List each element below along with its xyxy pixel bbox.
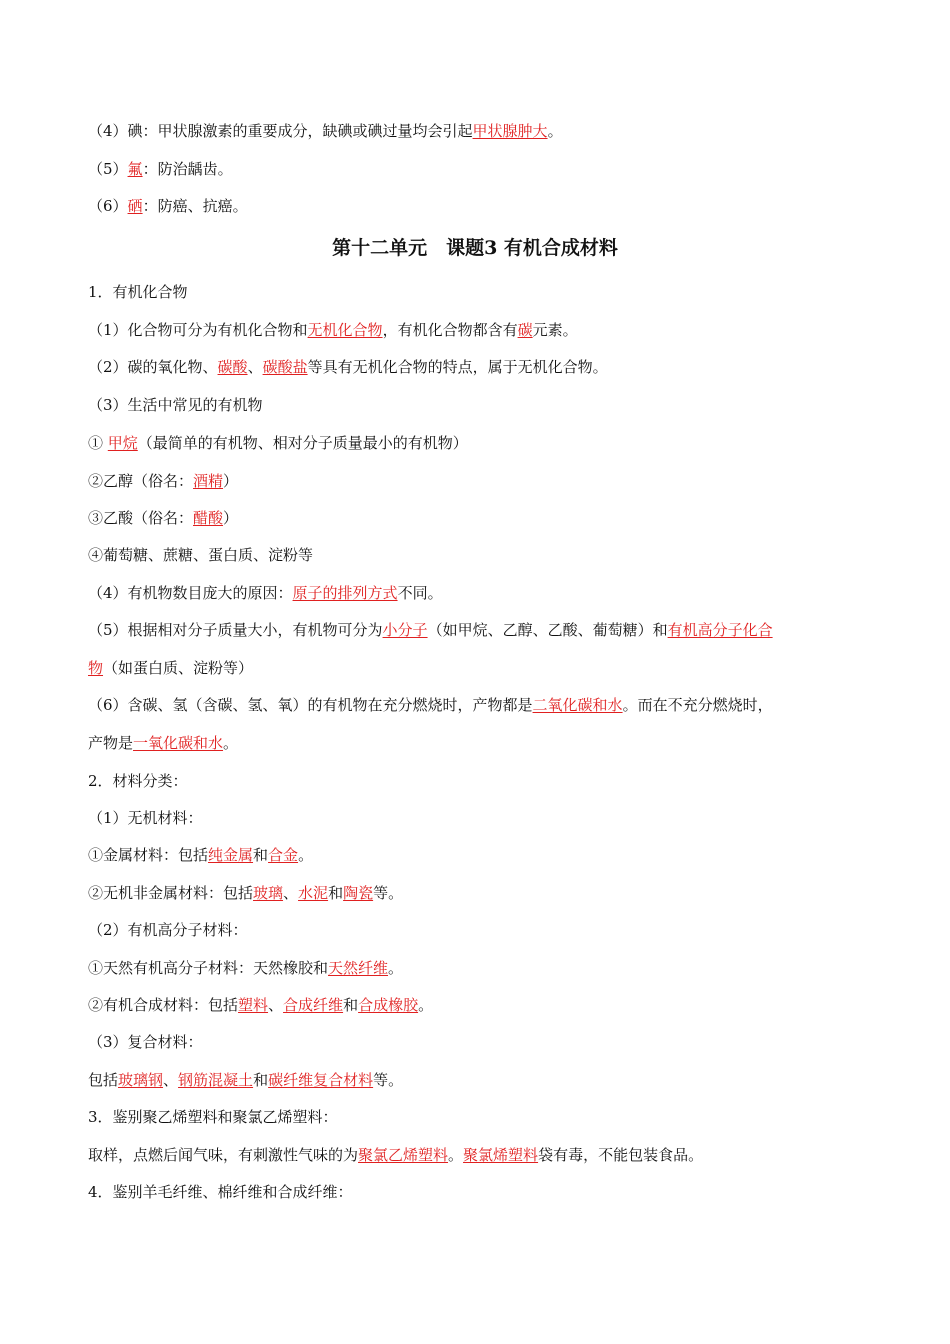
text-segment: 袋有毒，不能包装食品。	[538, 1146, 704, 1164]
answer-text: 聚氯烯塑料	[463, 1146, 539, 1164]
answer-text: 碳酸盐	[262, 358, 308, 376]
text-segment: 。	[418, 996, 434, 1014]
text-segment: 取样，点燃后闻气味，有刺激性气味的为	[88, 1146, 359, 1164]
answer-text: 一氧化碳和水	[133, 734, 224, 752]
text-line	[88, 659, 878, 677]
text-segment: （2）有机高分子材料：	[88, 921, 248, 939]
text-segment: 元素。	[532, 321, 578, 339]
text-segment: （4）有机物数目庞大的原因：	[88, 584, 293, 602]
text-segment: ）	[223, 472, 239, 490]
answer-text: 酒精	[193, 472, 224, 490]
text-line	[88, 921, 878, 939]
text-segment: （5）根据相对分子质量大小，有机物可分为	[88, 621, 383, 639]
answer-text: 碳酸	[217, 358, 248, 376]
answer-text: 玻璃钢	[118, 1071, 164, 1089]
answer-text: 原子的排列方式	[292, 584, 398, 602]
text-line	[88, 321, 878, 339]
section-heading: 第十二单元 课题3 有机合成材料	[332, 237, 618, 259]
answer-text: 纯金属	[208, 846, 254, 864]
text-line	[88, 396, 878, 414]
text-segment: 、	[283, 884, 299, 902]
text-line	[88, 283, 878, 301]
answer-text: 无机化合物	[307, 321, 383, 339]
text-segment: （最简单的有机物、相对分子质量最小的有机物）	[137, 434, 468, 452]
text-segment: ，有机化合物都含有	[382, 321, 518, 339]
answer-text: 合成纤维	[283, 996, 344, 1014]
text-segment: （5）	[88, 160, 128, 178]
text-line	[88, 696, 878, 714]
text-segment: ：防治龋齿。	[142, 160, 233, 178]
text-segment: 和	[343, 996, 359, 1014]
text-segment: 、	[163, 1071, 179, 1089]
answer-text: 天然纤维	[328, 959, 389, 977]
text-segment: ④葡萄糖、蔗糖、蛋白质、淀粉等	[88, 546, 314, 564]
text-segment: 等具有无机化合物的特点，属于无机化合物。	[307, 358, 608, 376]
text-line	[88, 996, 878, 1014]
text-segment: ）	[223, 509, 239, 527]
text-line	[88, 734, 878, 752]
answer-text: 水泥	[298, 884, 329, 902]
text-line	[88, 959, 878, 977]
text-segment: （1）无机材料：	[88, 809, 203, 827]
text-line	[88, 884, 878, 902]
text-line	[88, 434, 878, 452]
answer-text: 有机高分子化合	[667, 621, 773, 639]
text-segment: ①	[88, 434, 108, 452]
text-segment: ①天然有机高分子材料：天然橡胶和	[88, 959, 329, 977]
text-segment: 包括	[88, 1071, 119, 1089]
text-line	[88, 358, 878, 376]
text-segment: （1）化合物可分为有机化合物和	[88, 321, 308, 339]
text-line	[88, 846, 878, 864]
text-segment: 。	[223, 734, 239, 752]
answer-text: 甲烷	[107, 434, 138, 452]
text-segment: （如蛋白质、淀粉等）	[103, 659, 254, 677]
text-line	[88, 122, 878, 140]
text-segment: ：防癌、抗癌。	[142, 197, 248, 215]
text-segment: 4．鉴别羊毛纤维、棉纤维和合成纤维：	[88, 1183, 353, 1201]
text-line	[88, 472, 878, 490]
text-segment: 、	[247, 358, 263, 376]
text-line	[88, 1183, 878, 1201]
text-line	[88, 1071, 878, 1089]
answer-text: 玻璃	[253, 884, 284, 902]
text-segment: （6）	[88, 197, 128, 215]
text-segment: （如甲烷、乙醇、乙酸、葡萄糖）和	[427, 621, 668, 639]
text-segment: ②乙醇（俗名：	[88, 472, 194, 490]
text-line	[88, 1033, 878, 1051]
text-segment: 3．鉴别聚乙烯塑料和聚氯乙烯塑料：	[88, 1108, 338, 1126]
text-segment: （4）碘：甲状腺激素的重要成分，缺碘或碘过量均会引起	[88, 122, 473, 140]
answer-text: 聚氯乙烯塑料	[358, 1146, 449, 1164]
text-line	[88, 584, 878, 602]
text-segment: 2．材料分类：	[88, 772, 188, 790]
text-segment: 。	[388, 959, 404, 977]
text-segment: （3）生活中常见的有机物	[88, 396, 263, 414]
text-segment: ①金属材料：包括	[88, 846, 209, 864]
text-segment: （6）含碳、氢（含碳、氢、氧）的有机物在充分燃烧时，产物都是	[88, 696, 533, 714]
answer-text: 小分子	[382, 621, 428, 639]
text-segment: （3）复合材料：	[88, 1033, 203, 1051]
text-segment: 和	[253, 1071, 269, 1089]
text-segment: 。	[298, 846, 314, 864]
text-line	[88, 197, 878, 215]
text-segment: 产物是	[88, 734, 134, 752]
text-line	[88, 809, 878, 827]
text-line	[88, 509, 878, 527]
text-segment: 。	[547, 122, 563, 140]
answer-text: 合成橡胶	[358, 996, 419, 1014]
answer-text: 陶瓷	[343, 884, 374, 902]
text-segment: 和	[253, 846, 269, 864]
text-line	[88, 160, 878, 178]
text-line	[88, 546, 878, 564]
text-line	[88, 621, 878, 639]
text-segment: 。	[448, 1146, 464, 1164]
answer-text: 碳	[517, 321, 533, 339]
text-segment: ②有机合成材料：包括	[88, 996, 239, 1014]
text-segment: 等。	[373, 884, 404, 902]
text-line	[88, 772, 878, 790]
text-segment: 。而在不充分燃烧时，	[622, 696, 773, 714]
text-segment: 不同。	[397, 584, 443, 602]
answer-text: 物	[88, 659, 104, 677]
answer-text: 硒	[127, 197, 143, 215]
answer-text: 碳纤维复合材料	[268, 1071, 374, 1089]
answer-text: 塑料	[238, 996, 269, 1014]
answer-text: 二氧化碳和水	[532, 696, 623, 714]
answer-text: 钢筋混凝土	[178, 1071, 254, 1089]
text-segment: 等。	[373, 1071, 404, 1089]
text-segment: ③乙酸（俗名：	[88, 509, 194, 527]
answer-text: 合金	[268, 846, 299, 864]
text-line	[88, 1146, 878, 1164]
answer-text: 甲状腺肿大	[472, 122, 548, 140]
answer-text: 氟	[127, 160, 143, 178]
text-segment: 、	[268, 996, 284, 1014]
text-segment: 和	[328, 884, 344, 902]
text-segment: ②无机非金属材料：包括	[88, 884, 254, 902]
text-segment: （2）碳的氧化物、	[88, 358, 218, 376]
text-segment: 1．有机化合物	[88, 283, 188, 301]
answer-text: 醋酸	[193, 509, 224, 527]
text-line	[88, 1108, 878, 1126]
